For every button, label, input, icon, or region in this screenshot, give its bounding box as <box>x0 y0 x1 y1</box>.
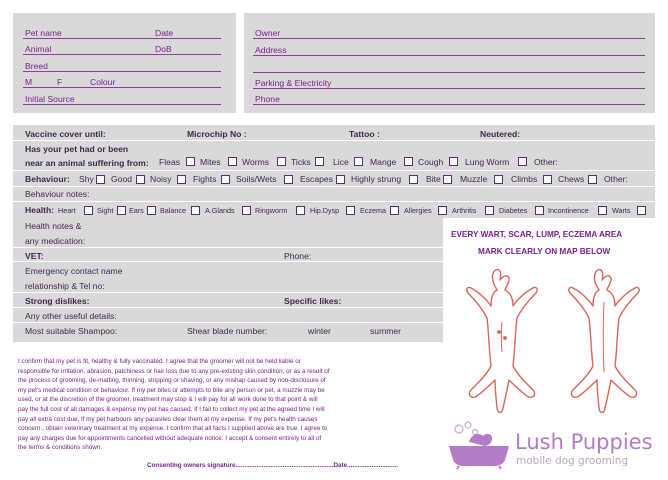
details-panel <box>13 125 655 218</box>
body-map-title-line1: EVERY WART, SCAR, LUMP, ECZEMA AREA <box>451 230 623 239</box>
row-divider <box>13 292 443 293</box>
health-option-incontinence: Incontinence <box>548 206 589 215</box>
health-option-ringworm: Ringworm <box>255 206 288 215</box>
owner-line[interactable] <box>253 38 645 39</box>
dog-body-map[interactable] <box>455 262 655 426</box>
behaviour-option-shy: Shy <box>79 174 94 184</box>
behaviour-notes-label: Behaviour notes: <box>25 189 90 199</box>
parasite-checkbox-cough[interactable] <box>449 157 458 166</box>
health-checkbox-diabetes[interactable] <box>535 206 544 215</box>
health-checkbox-warts[interactable] <box>637 206 646 215</box>
parasite-option-mange: Mange <box>370 157 397 167</box>
colour-label: Colour <box>90 77 116 87</box>
health-option-warts: Warts <box>612 206 631 215</box>
microchip-label: Microchip No : <box>187 129 247 139</box>
shear-blade-label: Shear blade number: <box>187 326 268 336</box>
dog-outline-back <box>569 270 639 413</box>
health-option-allergies: Allergies <box>404 206 432 215</box>
terms-line: pay the full cost of all damages & expense my pet has caused. If I fail to collect my pet at the agreed time I will <box>18 405 325 413</box>
vet-label: VET: <box>25 251 44 261</box>
emergency-contact-line1: Emergency contact name <box>25 266 123 276</box>
health-notes-line2: any medication: <box>25 236 86 246</box>
health-label: Health: <box>25 205 55 215</box>
health-checkbox-allergies[interactable] <box>438 206 447 215</box>
parasite-checkbox-lung-worm[interactable] <box>518 157 527 166</box>
vet-phone-label: Phone: <box>284 251 312 261</box>
behaviour-option-muzzle: Muzzle <box>460 174 488 184</box>
initial-source-line[interactable] <box>23 104 221 105</box>
behaviour-option-bite: Bite <box>426 174 441 184</box>
parking-line[interactable] <box>253 88 645 89</box>
behaviour-checkbox-climbs[interactable] <box>543 175 552 184</box>
health-checkbox-ears[interactable] <box>147 206 156 215</box>
behaviour-option-highly-strung: Highly strung <box>351 174 402 184</box>
row-divider <box>13 307 443 308</box>
terms-line: concern , obtain veterinary treatment at my expense. I confirm that all facts I supplied above are true. I agree to <box>18 425 328 433</box>
parasite-option-cough: Cough <box>418 157 444 167</box>
sex-m-label: M <box>25 77 33 87</box>
parasite-option-lice: Lice <box>333 157 349 167</box>
parasite-checkbox-fleas[interactable] <box>186 157 195 166</box>
behaviour-option-escapes: Escapes <box>300 174 333 184</box>
row-divider <box>13 140 655 141</box>
dog-outline-underside <box>467 270 537 413</box>
health-option-hipdysp: Hip.Dysp <box>310 206 340 215</box>
phone-label: Phone <box>255 94 280 104</box>
summer-label: summer <box>370 326 402 336</box>
terms-line: the process of grooming, de-matting, thinning, stripping or shaving, or any mishap caused by non-disclosure of <box>18 377 326 385</box>
colour-line[interactable] <box>23 87 221 88</box>
parasite-option-mites: Mites <box>200 157 221 167</box>
health-checkbox-arthritis[interactable] <box>485 206 494 215</box>
behaviour-option-noisy: Noisy <box>150 174 172 184</box>
behaviour-checkbox-highly-strung[interactable] <box>409 175 418 184</box>
health-checkbox-sight[interactable] <box>117 206 126 215</box>
date-label: Date <box>155 28 174 38</box>
breed-line[interactable] <box>23 71 221 72</box>
address-line-1[interactable] <box>253 55 645 56</box>
address-line-2[interactable] <box>253 72 645 73</box>
behaviour-checkbox-muzzle[interactable] <box>494 175 503 184</box>
parasite-checkbox-worms[interactable] <box>277 157 286 166</box>
sex-f-label: F <box>57 77 63 87</box>
terms-line: I confirm that my pet is fit, healthy & fully vaccinated. I agree that the groomer will not be held liable or <box>18 358 301 365</box>
parasite-option-fleas: Fleas <box>159 157 181 167</box>
behaviour-label: Behaviour: <box>25 174 70 184</box>
row-divider <box>13 322 443 323</box>
terms-line: my pet's medical condition or behaviour. If my pet bites or attempts to bite any person or pet, a muzzle may be <box>18 386 325 394</box>
health-checkbox-hipdysp[interactable] <box>346 206 355 215</box>
signature-line[interactable]: Consenting owners signature........................................................Date............................. <box>147 462 398 469</box>
health-notes-line1: Health notes & <box>25 221 82 231</box>
tattoo-label: Tattoo : <box>349 129 380 139</box>
strong-dislikes-label: Strong dislikes: <box>25 296 90 306</box>
behaviour-option-fights: Fights <box>193 174 217 184</box>
parasites-question-line1: Has your pet had or been <box>25 144 129 154</box>
owner-details-panel <box>244 13 655 113</box>
health-option-sight: Sight <box>97 206 114 215</box>
terms-line: responsible for irritation, abrasion, patchiness or hair loss due to any pre-existing skin condition, or as a result of <box>18 367 330 375</box>
health-option-ears: Ears <box>129 206 144 215</box>
terms-and-conditions <box>18 357 418 453</box>
health-option-arthritis: Arthritis <box>452 206 477 215</box>
health-option-diabetes: Diabetes <box>499 206 528 215</box>
behaviour-checkbox-bite[interactable] <box>443 175 452 184</box>
pet-name-label: Pet name <box>25 28 62 38</box>
row-divider <box>13 247 443 248</box>
behaviour-option-soils: Soils/Wets <box>236 174 277 184</box>
parasite-checkbox-lice[interactable] <box>354 157 363 166</box>
health-checkbox-eczema[interactable] <box>390 206 399 215</box>
behaviour-option-good: Good <box>111 174 133 184</box>
health-option-heart: Heart <box>58 206 76 215</box>
emergency-contact-line2: relationship & Tel no: <box>25 281 105 291</box>
parasite-option-worms: Worms <box>242 157 270 167</box>
owner-label: Owner <box>255 28 281 38</box>
parasite-option-ticks: Ticks <box>291 157 311 167</box>
health-option-eczema: Eczema <box>360 206 386 215</box>
health-checkbox-heart[interactable] <box>84 206 93 215</box>
terms-line: the terms & conditions shown. <box>18 444 102 452</box>
behaviour-checkbox-good[interactable] <box>136 175 145 184</box>
other-details-label: Any other useful details: <box>25 311 117 321</box>
row-divider <box>13 201 655 202</box>
dog-in-bathtub-icon <box>445 420 515 470</box>
parasite-option-other: Other: <box>534 157 558 167</box>
parking-label: Parking & Electricity <box>255 78 332 88</box>
behaviour-checkbox-fights[interactable] <box>221 175 230 184</box>
health-checkbox-aglands[interactable] <box>242 206 251 215</box>
behaviour-checkbox-chews[interactable] <box>588 175 597 184</box>
address-label: Address <box>255 45 287 55</box>
brand-logo-name: Lush Puppies <box>515 430 653 454</box>
initial-source-label: Initial Source <box>25 94 75 104</box>
behaviour-checkbox-escapes[interactable] <box>336 175 345 184</box>
parasite-checkbox-ticks[interactable] <box>315 157 324 166</box>
body-map-title-line2: MARK CLEARLY ON MAP BELOW <box>478 247 611 256</box>
terms-line: pay any charges due for appointments cancelled without adequate notice. I accept & consent entirely to all of <box>18 434 322 442</box>
behaviour-option-climbs: Climbs <box>511 174 538 184</box>
parasite-checkbox-mange[interactable] <box>404 157 413 166</box>
behaviour-checkbox-soils[interactable] <box>284 175 293 184</box>
brand-logo-tagline: mobile dog grooming <box>516 455 629 467</box>
parasite-checkbox-mites[interactable] <box>228 157 237 166</box>
health-checkbox-incontinence[interactable] <box>598 206 607 215</box>
health-option-balance: Balance <box>160 206 186 215</box>
row-divider <box>13 261 443 262</box>
health-checkbox-balance[interactable] <box>191 206 200 215</box>
vaccine-label: Vaccine cover until: <box>25 129 106 139</box>
shampoo-label: Most suitable Shampoo: <box>25 326 118 336</box>
parasites-question-line2: near an animal suffering from: <box>25 158 149 168</box>
behaviour-checkbox-shy[interactable] <box>96 175 105 184</box>
neutered-label: Neutered: <box>480 129 521 139</box>
specific-likes-label: Specific likes: <box>284 296 342 306</box>
behaviour-option-chews: Chews <box>558 174 585 184</box>
breed-label: Breed <box>25 61 48 71</box>
pet-name-line[interactable] <box>23 38 221 39</box>
health-option-aglands: A.Glands <box>205 206 235 215</box>
row-divider <box>13 186 655 187</box>
parasite-option-lung-worm: Lung Worm <box>465 157 510 167</box>
winter-label: winter <box>308 326 331 336</box>
terms-line: used, or at the discretion of the groomer, treatment may stop & I will pay for all work done to that point & will <box>18 396 318 404</box>
dob-label: DoB <box>155 44 172 54</box>
behaviour-checkbox-noisy[interactable] <box>177 175 186 184</box>
behaviour-option-other: Other: <box>604 174 628 184</box>
animal-label: Animal <box>25 44 52 54</box>
animal-line[interactable] <box>23 54 221 55</box>
terms-line: pay all extra cost due. If my pet harbours any parasites clear them at my expense. If my pet's health causes <box>18 415 318 423</box>
row-divider <box>13 170 655 171</box>
phone-line[interactable] <box>253 104 645 105</box>
health-checkbox-ringworm[interactable] <box>296 206 305 215</box>
